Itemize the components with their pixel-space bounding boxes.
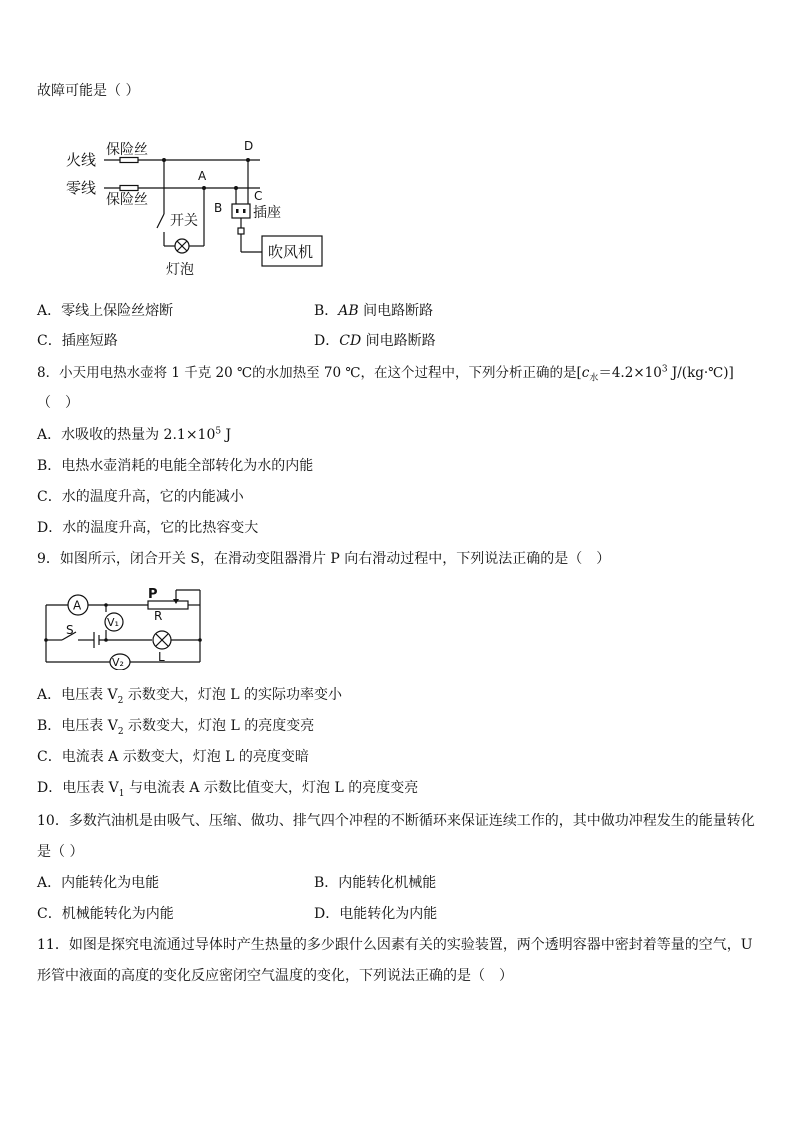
q8-c-symbol: c <box>581 365 590 381</box>
q8-stem <box>37 364 734 382</box>
ammeter-label: A <box>73 598 82 613</box>
point-b-label: B <box>214 201 223 215</box>
v1-label: V₁ <box>107 616 119 629</box>
q9-stem: 9．如图所示，闭合开关 S，在滑动变阻器滑片 P 向右滑动过程中，下列说法正确的是（ ） <box>37 551 611 567</box>
q8-option-d: D．水的温度升高，它的比热容变大 <box>37 520 259 536</box>
q9-circuit-diagram <box>40 584 210 670</box>
point-c-label: C <box>254 189 263 203</box>
q9-option-d-rest: 与电流表 A 示数比值变大，灯泡 L 的亮度变亮 <box>124 780 419 796</box>
q8-c-unit: J/(kg·℃)] <box>667 365 734 381</box>
q10-stem-line2: 是（ ） <box>37 844 84 860</box>
q9-option-b-sub: 2 <box>117 726 124 737</box>
q7-option-b-var: AB <box>338 303 359 319</box>
q7-stem-tail: 故障可能是（ ） <box>37 83 140 99</box>
q8-option-a-unit: J <box>221 427 232 443</box>
slider-p-label: P <box>148 587 158 602</box>
lamp-l-label: L <box>158 650 165 664</box>
q8-option-a-exp: 5 <box>215 426 222 437</box>
q9-option-d-text: D．电压表 V <box>37 780 119 796</box>
point-d-label: D <box>244 139 254 153</box>
dryer-label: 吹风机 <box>268 243 314 261</box>
q8-c-sub: 水 <box>589 373 599 384</box>
v2-label: V₂ <box>112 656 124 669</box>
q7-option-a: A．零线上保险丝熔断 <box>37 303 174 319</box>
q8-option-a <box>37 426 231 444</box>
resistor-r-label: R <box>154 609 163 623</box>
q8-c-exp: 3 <box>661 364 668 375</box>
fire-line-label: 火线 <box>66 151 97 169</box>
q10-option-c: C．机械能转化为内能 <box>37 906 174 922</box>
socket-label: 插座 <box>253 205 281 221</box>
q7-option-b-text: 间电路断路 <box>358 303 434 319</box>
q7-circuit-diagram <box>60 132 340 282</box>
q10-option-a: A．内能转化为电能 <box>37 875 160 891</box>
q10-stem-line1: 10．多数汽油机是由吸气、压缩、做功、排气四个冲程的不断循环来保证连续工作的，其中做功冲程发生的能量转化 <box>37 813 755 829</box>
q7-option-d <box>314 332 436 350</box>
q9-option-a-rest: 示数变大，灯泡 L 的实际功率变小 <box>123 687 343 703</box>
q9-option-a-sub: 2 <box>117 695 124 706</box>
fuse2-label: 保险丝 <box>106 192 148 208</box>
q8-stem-text: 8．小天用电热水壶将 1 千克 20 ℃的水加热至 70 ℃，在这个过程中，下列分析正确的是[ <box>37 365 582 381</box>
switch-s-label: S <box>66 623 74 637</box>
q11-stem-line1: 11．如图是探究电流通过导体时产生热量的多少跟什么因素有关的实验装置，两个透明容器中密封着等量的空气，U <box>37 937 753 953</box>
q9-option-a-text: A．电压表 V <box>37 687 118 703</box>
q7-option-b <box>314 302 433 320</box>
q8-option-c: C．水的温度升高，它的内能减小 <box>37 489 244 505</box>
fuse1-label: 保险丝 <box>106 142 148 158</box>
bulb-label: 灯泡 <box>166 262 194 278</box>
q8-option-a-text: A．水吸收的热量为 2.1×10 <box>37 427 216 443</box>
q10-option-d: D．电能转化为内能 <box>314 906 438 922</box>
q9-option-b-rest: 示数变大，灯泡 L 的亮度变亮 <box>123 718 315 734</box>
q7-option-d-var: CD <box>339 333 362 349</box>
q7-option-b-prefix: B． <box>314 303 339 319</box>
q9-option-b <box>37 717 314 735</box>
q8-stem-bracket: （ ） <box>37 395 79 411</box>
q7-option-d-prefix: D． <box>314 333 340 349</box>
q7-option-c: C．插座短路 <box>37 333 118 349</box>
q10-option-b: B．内能转化机械能 <box>314 875 437 891</box>
point-a-label: A <box>198 169 207 183</box>
switch-label: 开关 <box>170 213 198 229</box>
q9-option-b-text: B．电压表 V <box>37 718 118 734</box>
q8-c-value: ＝4.2×10 <box>598 365 662 381</box>
q9-option-d <box>37 779 418 797</box>
q9-option-c: C．电流表 A 示数变大，灯泡 L 的亮度变暗 <box>37 749 309 765</box>
q9-option-d-sub: 1 <box>118 788 125 799</box>
q7-option-d-text: 间电路断路 <box>361 333 436 349</box>
q8-option-b: B．电热水壶消耗的电能全部转化为水的内能 <box>37 458 314 474</box>
q11-stem-line2: 形管中液面的高度的变化反应密闭空气温度的变化，下列说法正确的是（ ） <box>37 968 513 984</box>
q9-option-a <box>37 686 342 704</box>
neutral-line-label: 零线 <box>66 179 97 197</box>
